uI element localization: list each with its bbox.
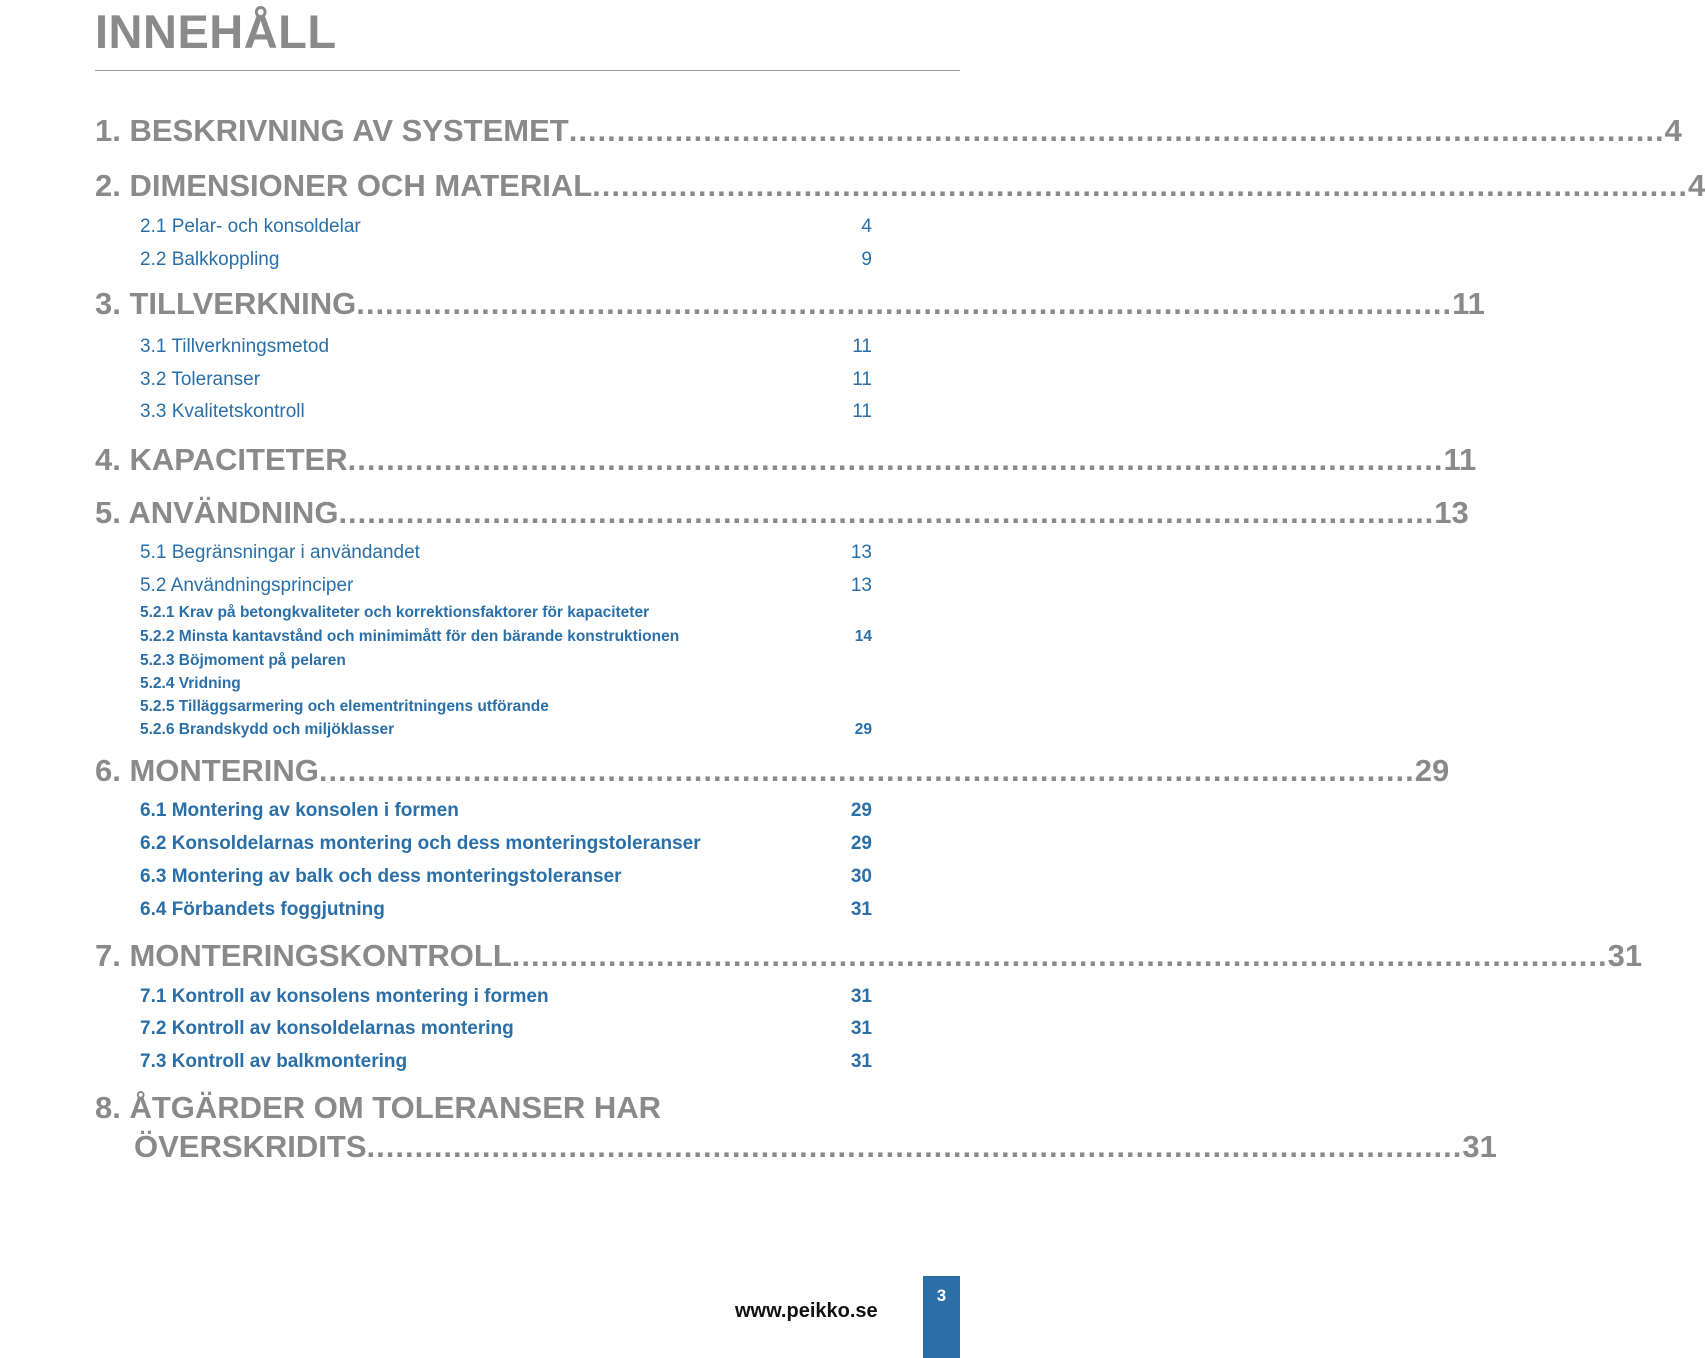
toc-entry-5-2-3[interactable] [140, 651, 872, 671]
toc-entry-page: 9 [861, 249, 872, 270]
toc-entry-6-2[interactable] [140, 832, 872, 856]
toc-entry-page: 4 [861, 216, 872, 237]
toc-entry-2-2[interactable] [140, 248, 872, 272]
toc-entry-page: 13 [1434, 495, 1469, 530]
toc-entry-page: 31 [850, 1018, 872, 1039]
toc-entry-label: 7.3 Kontroll av balkmontering [140, 1051, 408, 1072]
toc-entry-3[interactable] [95, 285, 1485, 323]
toc-entry-page: 29 [850, 833, 872, 854]
toc-entry-page: 29 [1414, 753, 1450, 788]
toc-entry-label: 3.3 Kvalitetskontroll [140, 401, 305, 422]
toc-entry-label: 3.1 Tillverkningsmetod [140, 336, 330, 357]
toc-entry-label: 3. TILLVERKNING [95, 286, 357, 321]
toc-entry-8[interactable] [95, 1089, 872, 1127]
toc-entry-page: 4 [1664, 113, 1682, 148]
toc-entry-3-3[interactable] [140, 400, 872, 424]
footer-website-link[interactable]: www.peikko.se [735, 1300, 878, 1322]
toc-entry-5[interactable] [95, 494, 1469, 532]
toc-entry-label: 2. DIMENSIONER OCH MATERIAL [95, 168, 593, 203]
toc-entry-page: 29 [854, 721, 872, 738]
toc-entry-6-4[interactable] [140, 898, 872, 922]
page-number-tab [923, 1276, 960, 1358]
toc-entry-page: 11 [1452, 286, 1485, 321]
toc-entry-page: 11 [852, 401, 872, 422]
toc-entry-label: 5.2.6 Brandskydd och miljöklasser [140, 721, 395, 738]
toc-entry-7-3[interactable] [140, 1050, 872, 1074]
toc-entry-label: 5.2.4 Vridning [140, 675, 241, 692]
dot-leader: .................................................................................................................. [592, 168, 1689, 203]
toc-entry-page: 31 [1607, 938, 1643, 973]
toc-entry-7-2[interactable] [140, 1017, 872, 1041]
toc-entry-label: 5.2.3 Böjmoment på pelaren [140, 652, 346, 669]
dot-leader: .................................................................................................................. [318, 753, 1415, 788]
toc-entry-6-3[interactable] [140, 865, 872, 889]
dot-leader: .................................................................................................................. [338, 495, 1435, 530]
toc-entry-2[interactable] [95, 167, 1705, 205]
toc-entry-8-cont[interactable] [134, 1128, 1497, 1166]
toc-entry-5-2[interactable] [140, 574, 872, 598]
toc-entry-page: 11 [1443, 442, 1477, 477]
toc-entry-2-1[interactable] [140, 215, 872, 239]
toc-entry-label: 6.3 Montering av balk och dess monteringstoleranser [140, 866, 622, 887]
toc-entry-page: 13 [850, 575, 872, 596]
toc-entry-page: 31 [850, 986, 872, 1007]
dot-leader: .................................................................................................................. [356, 286, 1453, 321]
toc-entry-page: 30 [850, 866, 872, 887]
toc-entry-label: ÖVERSKRIDITS [134, 1129, 367, 1164]
toc-entry-page: 29 [850, 800, 872, 821]
page-title: INNEHÅLL [95, 5, 337, 58]
toc-entry-label: 3.2 Toleranser [140, 369, 261, 390]
toc-entry-label: 6. MONTERING [95, 753, 319, 788]
toc-entry-label: 8. ÅTGÄRDER OM TOLERANSER HAR [95, 1090, 662, 1125]
toc-entry-page: 11 [852, 369, 872, 390]
toc-entry-5-1[interactable] [140, 541, 872, 565]
toc-entry-7[interactable] [95, 937, 1643, 975]
toc-entry-1[interactable] [95, 112, 1682, 150]
dot-leader: .................................................................................................................. [511, 938, 1608, 973]
toc-entry-5-2-4[interactable] [140, 674, 872, 694]
toc-entry-label: 5.2 Användningsprinciper [140, 575, 354, 596]
toc-entry-label: 2.1 Pelar- och konsoldelar [140, 216, 361, 237]
toc-entry-label: 5. ANVÄNDNING [95, 495, 339, 530]
toc-entry-label: 6.1 Montering av konsolen i formen [140, 800, 459, 821]
toc-entry-5-2-5[interactable] [140, 697, 872, 717]
toc-entry-page: 11 [852, 336, 872, 357]
toc-entry-label: 4. KAPACITETER [95, 442, 348, 477]
toc-entry-4[interactable] [95, 441, 1477, 479]
toc-entry-label: 5.2.5 Tilläggsarmering och elementritningens utförande [140, 698, 549, 715]
toc-entry-label: 6.4 Förbandets foggjutning [140, 899, 385, 920]
toc-entry-label: 5.2.2 Minsta kantavstånd och minimimått för den bärande konstruktionen [140, 628, 680, 645]
toc-entry-5-2-1[interactable] [140, 603, 872, 623]
toc-entry-6[interactable] [95, 752, 1450, 790]
toc-entry-label: 2.2 Balkkoppling [140, 249, 280, 270]
page-number: 3 [936, 1286, 947, 1305]
dot-leader: .................................................................................................................. [568, 113, 1665, 148]
toc-entry-label: 5.1 Begränsningar i användandet [140, 542, 420, 563]
toc-entry-label: 6.2 Konsoldelarnas montering och dess monteringstoleranser [140, 833, 701, 854]
toc-entry-page: 31 [850, 1051, 872, 1072]
toc-entry-label: 7.2 Kontroll av konsoldelarnas montering [140, 1018, 514, 1039]
toc-entry-label: 7.1 Kontroll av konsolens montering i formen [140, 986, 549, 1007]
toc-entry-6-1[interactable] [140, 799, 872, 823]
toc-entry-page: 4 [1688, 168, 1705, 203]
toc-entry-page: 13 [850, 542, 872, 563]
toc-entry-3-2[interactable] [140, 368, 872, 392]
toc-entry-label: 5.2.1 Krav på betongkvaliteter och korrektionsfaktorer för kapaciteter [140, 604, 650, 621]
toc-entry-3-1[interactable] [140, 335, 872, 359]
toc-entry-5-2-2[interactable] [140, 627, 872, 647]
dot-leader: .................................................................................................................. [366, 1129, 1463, 1164]
toc-entry-7-1[interactable] [140, 985, 872, 1009]
toc-entry-page: 31 [1462, 1129, 1497, 1164]
dot-leader: .................................................................................................................. [347, 442, 1444, 477]
toc-entry-page: 31 [850, 899, 872, 920]
toc-entry-5-2-6[interactable] [140, 720, 872, 740]
toc-entry-label: 1. BESKRIVNING AV SYSTEMET [95, 113, 569, 148]
toc-entry-label: 7. MONTERINGSKONTROLL [95, 938, 512, 973]
toc-entry-page: 14 [854, 628, 872, 645]
